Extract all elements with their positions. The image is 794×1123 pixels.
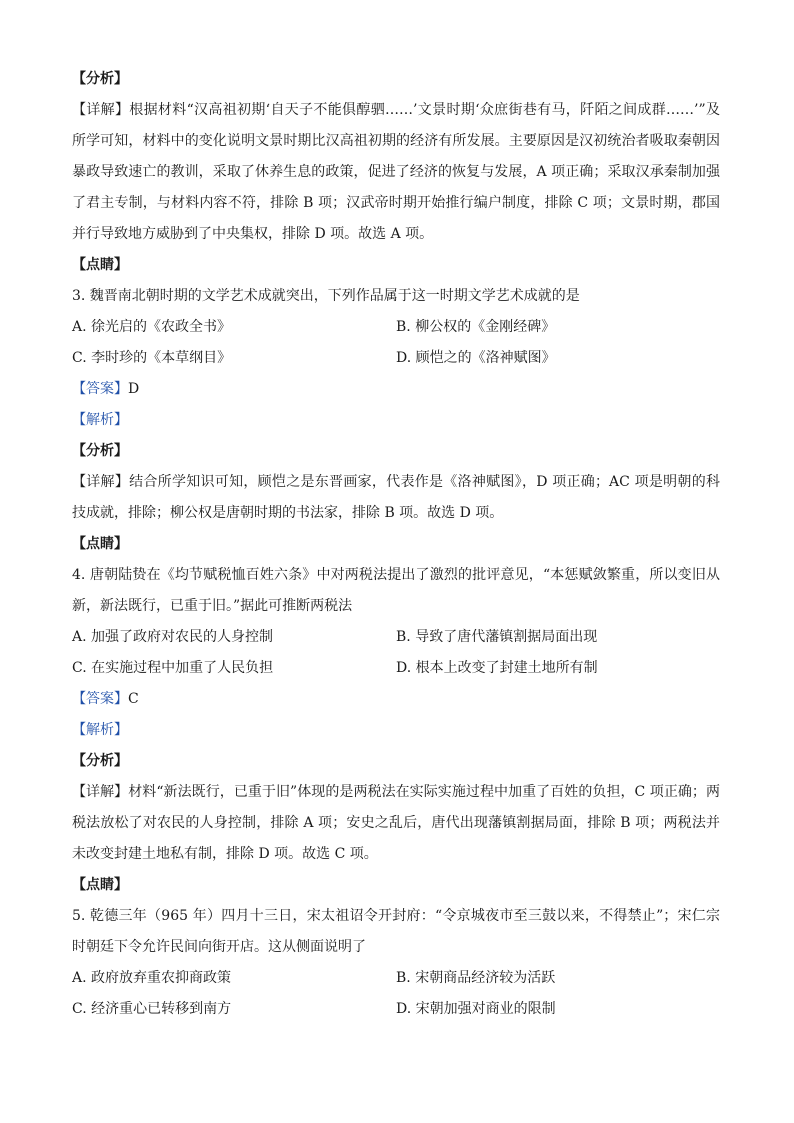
q2-comment-tag: 【点睛】 bbox=[72, 257, 128, 273]
q4-options bbox=[72, 622, 720, 684]
q2-detail: 【详解】根据材料“汉高祖初期‘自天子不能俱醇驷……’文景时期‘众庶街巷有马，阡陌之间成群……’”及所学可知，材料中的变化说明文景时期比汉高祖初期的经济有所发展。主要原因是汉初统治者吸取秦朝因暴政导致速亡的教训，采取了休养生息的政策，促进了经济的恢复与发展，A 项正确；采取汉承秦制加强了君主专制，与材料内容不符，排除 B 项；汉武帝时期开始推行编户制度，排除 C 项；文景时期，郡国并行导致地方威胁到了中央集权，排除 D 项。故选 A 项。 bbox=[72, 102, 720, 242]
q3-option-b: B. 柳公权的《金刚经碑》 bbox=[396, 319, 556, 335]
q4-option-b: B. 导致了唐代藩镇割据局面出现 bbox=[396, 629, 598, 645]
q3-stem: 3. 魏晋南北朝时期的文学艺术成就突出，下列作品属于这一时期文学艺术成就的是 bbox=[72, 288, 580, 304]
q3-option-a: A. 徐光启的《农政全书》 bbox=[72, 319, 232, 335]
q4-detail: 【详解】材料“新法既行，已重于旧”体现的是两税法在实际实施过程中加重了百姓的负担，C 项正确；两税法放松了对农民的人身控制，排除 A 项；安史之乱后，唐代出现藩镇割据局面，排除 B 项；两税法并未改变封建土地私有制，排除 D 项。故选 C 项。 bbox=[72, 784, 720, 862]
q5-option-d: D. 宋朝加强对商业的限制 bbox=[396, 1001, 556, 1017]
q4-analysis-tag: 【分析】 bbox=[72, 753, 128, 769]
q5-option-a: A. 政府放弃重农抑商政策 bbox=[72, 970, 232, 986]
q4-answer-line bbox=[72, 684, 720, 715]
q3-comment-tag: 【点睛】 bbox=[72, 536, 128, 552]
q3-answer-line bbox=[72, 374, 720, 405]
q4-option-d: D. 根本上改变了封建土地所有制 bbox=[396, 660, 598, 676]
q3-explain-tag: 【解析】 bbox=[72, 412, 128, 428]
q4-stem: 4. 唐朝陆贽在《均节赋税恤百姓六条》中对两税法提出了激烈的批评意见，“本惩赋敛繁重，所以变旧从新，新法既行，已重于旧。”据此可推断两税法 bbox=[72, 567, 720, 614]
q4-comment-tag: 【点睛】 bbox=[72, 877, 128, 893]
q3-answer: D bbox=[128, 381, 140, 397]
q4-answer-tag: 【答案】 bbox=[72, 691, 128, 707]
q3-option-c: C. 李时珍的《本草纲目》 bbox=[72, 350, 232, 366]
q5-option-b: B. 宋朝商品经济较为活跃 bbox=[396, 970, 556, 986]
q4-explain-tag: 【解析】 bbox=[72, 722, 128, 738]
q3-analysis-tag: 【分析】 bbox=[72, 443, 128, 459]
q4-answer: C bbox=[128, 691, 139, 707]
q5-option-c: C. 经济重心已转移到南方 bbox=[72, 1001, 232, 1017]
q4-option-c: C. 在实施过程中加重了人民负担 bbox=[72, 660, 274, 676]
q3-options bbox=[72, 312, 720, 374]
q2-analysis-tag: 【分析】 bbox=[72, 71, 128, 87]
q3-detail: 【详解】结合所学知识可知，顾恺之是东晋画家，代表作是《洛神赋图》，D 项正确；AC 项是明朝的科技成就，排除；柳公权是唐朝时期的书法家，排除 B 项。故选 D 项。 bbox=[72, 474, 720, 521]
q4-option-a: A. 加强了政府对农民的人身控制 bbox=[72, 629, 274, 645]
q5-options bbox=[72, 963, 720, 1025]
q5-stem: 5. 乾德三年（965 年）四月十三日，宋太祖诏令开封府：“令京城夜市至三鼓以来，不得禁止”；宋仁宗时朝廷下令允许民间向街开店。这从侧面说明了 bbox=[72, 908, 720, 955]
q3-answer-tag: 【答案】 bbox=[72, 381, 128, 397]
q3-option-d: D. 顾恺之的《洛神赋图》 bbox=[396, 350, 556, 366]
